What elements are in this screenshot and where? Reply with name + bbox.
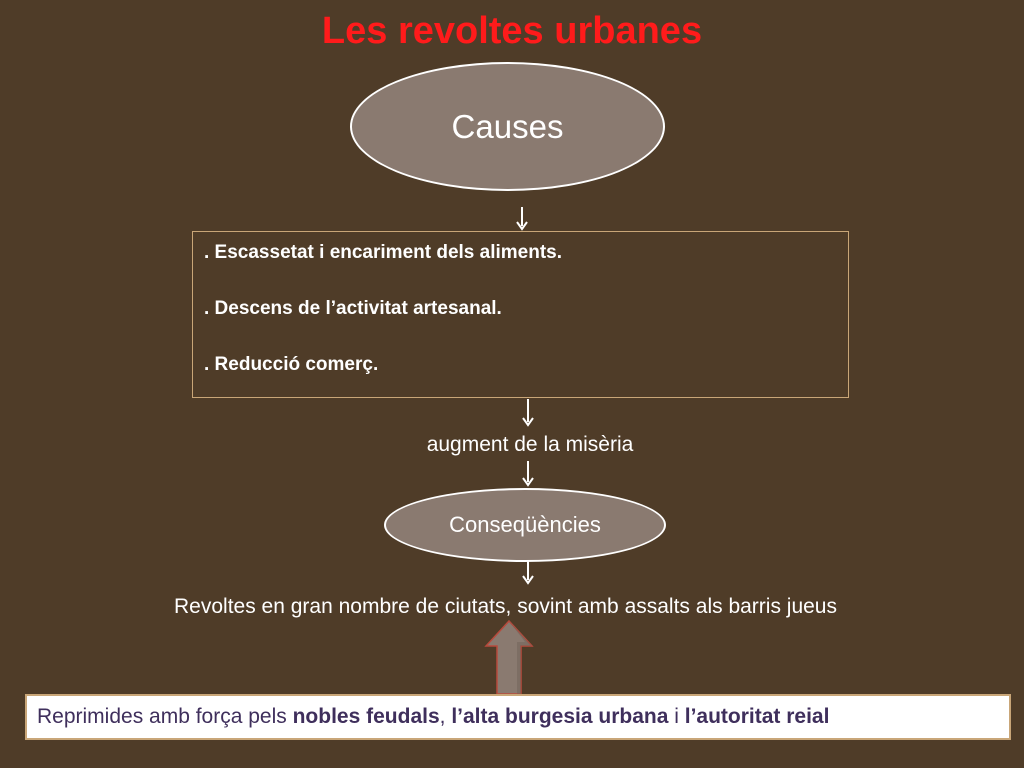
repression-separator: i [668, 705, 685, 728]
up-block-arrow-icon [483, 618, 535, 696]
cause-item-craft-decline: . Descens de l’activitat artesanal. [204, 298, 502, 319]
down-arrow-icon [520, 398, 536, 428]
consequences-node [384, 488, 666, 562]
down-arrow-icon [520, 560, 536, 586]
causes-node [350, 62, 665, 191]
cause-item-trade-reduction: . Reducció comerç. [204, 354, 379, 375]
repression-actor-bourgeoisie: l’alta burgesia urbana [451, 705, 669, 728]
consequences-label: Conseqüències [449, 512, 601, 537]
down-arrow-icon [520, 460, 536, 488]
causes-list-box [192, 231, 849, 398]
diagram-title: Les revoltes urbanes [321, 10, 703, 52]
cause-item-scarcity: . Escassetat i encariment dels aliments. [204, 242, 563, 263]
repression-actor-royal-authority: l’autoritat reial [684, 705, 830, 728]
effect-label: augment de la misèria [426, 433, 634, 456]
causes-label: Causes [451, 107, 564, 145]
repression-box [25, 694, 1011, 740]
repression-actor-nobles: nobles feudals [292, 705, 440, 728]
down-arrow-icon [514, 206, 530, 232]
repression-separator: , [439, 705, 452, 728]
consequence-text: Revoltes en gran nombre de ciutats, sovint amb assalts als barris jueus [174, 595, 837, 618]
repression-prefix: Reprimides amb força pels [37, 705, 293, 728]
